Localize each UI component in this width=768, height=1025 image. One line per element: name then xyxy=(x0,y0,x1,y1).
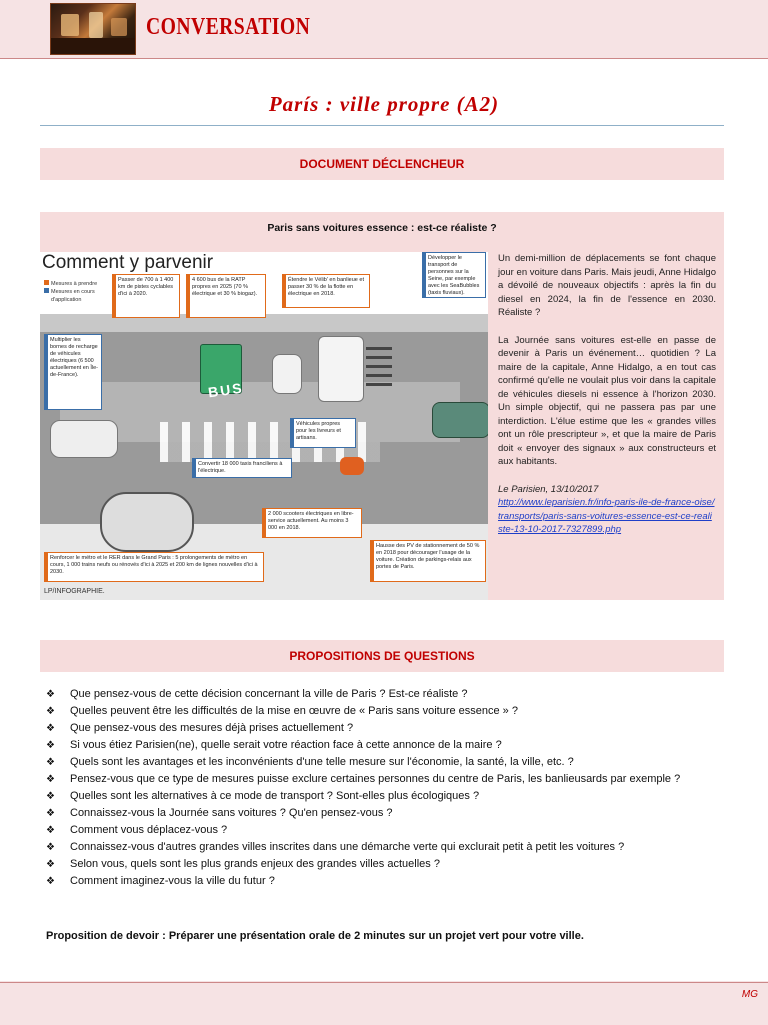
callout-charging: Multiplier les bornes de recharge de véhicules électriques (6 500 actuellement en Île-de-France). xyxy=(44,334,102,410)
article-text xyxy=(498,252,716,537)
callout-delivery: Véhicules propres pour les livreurs et artisans. xyxy=(290,418,356,448)
callout-scooters: 2 000 scooters électriques en libre-service actuellement. Au moins 3 000 en 2018. xyxy=(262,508,362,538)
header-logo-photo xyxy=(50,3,136,55)
article-paragraph: La Journée sans voitures est-elle en passe de devenir à Paris un événement… quotidien ? La maire de la capitale, Anne Hidalgo, a en tout cas confirmé qu'elle ne voulait plus voir dans la capitale de véhicules diesels ni essence à l'horizon 2030. Un simple objectif, qui ne passera pas par une interdiction. L'élue estime que les « grandes villes ont un rôle prescripteur », et que la maire de Paris doit « envoyer des signaux » aux constructeurs et aux habitants. xyxy=(498,334,716,467)
scooter-illustration xyxy=(340,457,364,475)
homework-proposal: Proposition de devoir : Préparer une présentation orale de 2 minutes sur un projet vert pour votre ville. xyxy=(46,930,584,942)
article-source: Le Parisien, 13/10/2017 xyxy=(498,483,599,495)
list-item: ❖ Connaissez-vous d'autres grandes villes inscrites dans une démarche verte qui exclurait petit à petit les voitures ? xyxy=(46,839,726,856)
infographic-legend xyxy=(44,280,105,304)
list-item: ❖ Quelles peuvent être les difficultés de la mise en œuvre de « Paris sans voiture essence » ? xyxy=(46,703,726,720)
header-title: CONVERSATION xyxy=(146,14,311,40)
diamond-bullet-icon: ❖ xyxy=(46,689,55,700)
infographic xyxy=(40,252,488,600)
electric-car-illustration xyxy=(50,420,118,458)
callout-metro: Renforcer le métro et le RER dans le Grand Paris : 5 prolongements de métro en cours, 1 000 trains neufs ou rénovés d'ici à 2025 et 200 km de lignes nouvelles d'ici à 2030. xyxy=(44,552,264,582)
document-headline: Paris sans voitures essence : est-ce réaliste ? xyxy=(267,222,497,234)
diamond-bullet-icon: ❖ xyxy=(46,706,55,717)
diamond-bullet-icon: ❖ xyxy=(46,774,55,785)
list-item: ❖ Que pensez-vous de cette décision concernant la ville de Paris ? Est-ce réaliste ? xyxy=(46,686,726,703)
infographic-title: Comment y parvenir xyxy=(42,252,214,273)
footer-initials: MG xyxy=(741,989,758,1000)
main-title: París : ville propre (A2) xyxy=(268,92,500,116)
callout-parking: Hausse des PV de stationnement de 50 % en 2018 pour décourager l'usage de la voiture. Création de parkings-relais aux portes de Paris. xyxy=(370,540,486,582)
article-link[interactable]: http://www.leparisien.fr/info-paris-ile-de-france-oise/transports/paris-sans-voitures-essence-est-ce-realiste-13-10-2017-7327899.php xyxy=(498,497,715,535)
van-illustration xyxy=(318,336,364,402)
callout-cycling: Passer de 700 à 1 400 km de pistes cyclables d'ici à 2020. xyxy=(112,274,180,318)
title-divider xyxy=(40,125,724,126)
page-footer xyxy=(0,982,768,1025)
document-box xyxy=(40,212,724,600)
bus-lane-text: BUS xyxy=(207,379,245,401)
questions-list xyxy=(46,686,726,890)
section-document-heading: DOCUMENT DÉCLENCHEUR xyxy=(40,148,724,180)
infographic-credit: LP/INFOGRAPHIE. xyxy=(44,588,105,595)
list-item: ❖ Comment imaginez-vous la ville du futur ? xyxy=(46,873,726,890)
list-item: ❖ Pensez-vous que ce type de mesures puisse exclure certaines personnes du centre de Paris, les banlieusards par exemple ? xyxy=(46,771,726,788)
list-item: ❖ Quelles sont les alternatives à ce mode de transport ? Sont-elles plus écologiques ? xyxy=(46,788,726,805)
legend-item: Mesures à prendre xyxy=(51,281,98,287)
diamond-bullet-icon: ❖ xyxy=(46,859,55,870)
diamond-bullet-icon: ❖ xyxy=(46,842,55,853)
callout-taxis: Convertir 18 000 taxis franciliens à l'électrique. xyxy=(192,458,292,478)
car-illustration xyxy=(272,354,302,394)
callout-seine: Développer le transport de personnes sur la Seine, par exemple avec les SeaBubbles (taxis fluviaux). xyxy=(422,252,486,298)
callout-velib: Étendre le Vélib' en banlieue et passer 30 % de la flotte en électrique en 2018. xyxy=(282,274,370,308)
page-header xyxy=(0,0,768,59)
list-item: ❖ Selon vous, quels sont les plus grands enjeux des grandes villes actuelles ? xyxy=(46,856,726,873)
diamond-bullet-icon: ❖ xyxy=(46,808,55,819)
diamond-bullet-icon: ❖ xyxy=(46,757,55,768)
diamond-bullet-icon: ❖ xyxy=(46,825,55,836)
list-item: ❖ Comment vous déplacez-vous ? xyxy=(46,822,726,839)
bikes-illustration xyxy=(366,344,392,386)
diamond-bullet-icon: ❖ xyxy=(46,791,55,802)
legend-item: Mesures en cours d'application xyxy=(51,289,95,303)
list-item: ❖ Quels sont les avantages et les inconvénients d'une telle mesure sur l'économie, la santé, la ville, etc. ? xyxy=(46,754,726,771)
list-item: ❖ Que pensez-vous des mesures déjà prises actuellement ? xyxy=(46,720,726,737)
list-item: ❖ Connaissez-vous la Journée sans voitures ? Qu'en pensez-vous ? xyxy=(46,805,726,822)
diamond-bullet-icon: ❖ xyxy=(46,876,55,887)
car-illustration-right xyxy=(432,402,488,438)
diamond-bullet-icon: ❖ xyxy=(46,740,55,751)
list-item: ❖ Si vous étiez Parisien(ne), quelle serait votre réaction face à cette annonce de la maire ? xyxy=(46,737,726,754)
metro-pod-illustration xyxy=(100,492,194,552)
section-questions-heading: PROPOSITIONS DE QUESTIONS xyxy=(40,640,724,672)
callout-bus: 4 600 bus de la RATP propres en 2025 (70 % électrique et 30 % biogaz). xyxy=(186,274,266,318)
article-paragraph: Un demi-million de déplacements se font chaque jour en voiture dans Paris. Mais jeudi, Anne Hidalgo a dévoilé de nouveaux objectifs : après la fin du diesel en 2024, la fin de l'essence en 2030. Réaliste ? xyxy=(498,253,716,318)
diamond-bullet-icon: ❖ xyxy=(46,723,55,734)
